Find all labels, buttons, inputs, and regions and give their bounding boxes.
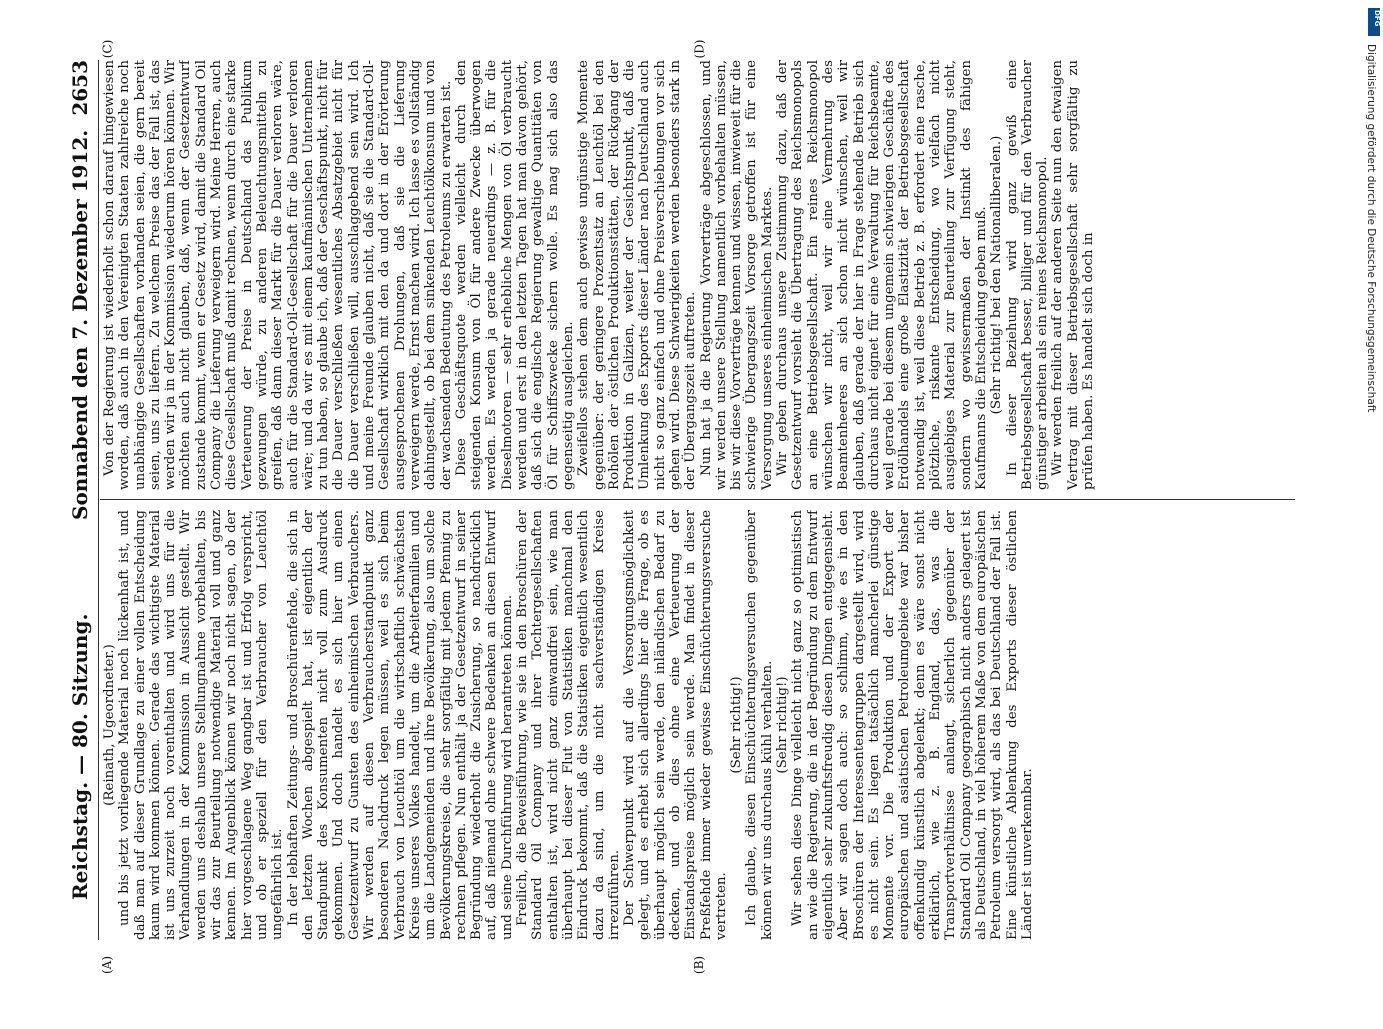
right-column — [102, 60, 1297, 490]
paragraph: Ich glaube, diesen Einschüchterungsversuchen gegenüber können wir uns durchaus kühl verhalten. — [744, 510, 775, 940]
interjection: (Sehr richtig!) — [729, 676, 745, 774]
rotated-page-content — [60, 60, 1360, 940]
funding-sidebar — [1355, 8, 1383, 993]
page-header — [60, 60, 100, 940]
margin-marker-d: (D) — [692, 39, 707, 59]
page-number: 2653 — [68, 60, 92, 116]
paragraph: Diese Geschäftsquote werden vielleicht durch den steigenden Konsum von Öl für andere Zwecke überwogen werden. Es werden ja gerade neuerdings — z. B. für die Dieselmotoren — sehr erhebliche Mengen von Öl verbraucht werden und erst in den letzten Tagen hat man davon gehört, daß sich die englische Regierung gewaltige Quantitäten von Öl für Schiffszwecke sichern wolle. Es mag sich also das gegenseitig ausgleichen. — [453, 60, 576, 490]
paragraph: Von der Regierung ist wiederholt schon darauf hingewiesen worden, daß auch in den Vereinigten Staaten zahlreiche noch unabhängige Gesellschaften vorhanden seien, die gern bereit seien, uns zu liefern. Zu welchem Preise das der Fall ist, das werden wir ja in der Kommission wiederum hören können. Wir möchten auch nicht glauben, daß, wenn der Gesetzentwurf zustande kommt, wenn er Gesetz wird, damit die Standard Oil Company die Lieferung verweigern wird. Meine Herren, auch diese Gesellschaft muß damit rechnen, wenn durch eine starke Verteuerung der Preise in Deutschland das Publikum gezwungen würde, zu anderen Beleuchtungsmitteln zu greifen, daß dann dieser Markt für die Dauer verloren wäre, auch für die Standard-Oil-Gesellschaft für die Dauer verloren wäre; und da wir es mit einem kaufmännischen Unternehmen zu tun haben, so glaube ich, daß der Geschäftspunkt, nicht für die Dauer verschließen wesentliches Absatzgebiet nicht für die Dauer verschließen will, ausschlaggebend sein wird. Ich und meine Freunde glauben nicht, daß sie die Standard-Oil-Gesellschaft wirklich mit den da und dort in der Erörterung ausgesprochenen Drohungen, daß sie die Lieferung verweigern werde, Ernst machen wird. Ich lasse es vollständig dahingestellt, ob bei dem sinkenden Leuchtölkonsum und von der wachsenden Bedeutung des Petroleums zu erwarten ist. — [102, 60, 454, 490]
paragraph: Wir geben durchaus unsere Zustimmung dazu, daß der Gesetzentwurf vorsieht die Übertragung des Reichsmonopols an eine Betriebsgesellschaft. Ein reines Reichsmonopol wünschen wir nicht, weil wir eine Vermehrung des Beamtenheeres an sich schon nicht wünschen, weil wir glauben, daß gerade der hier in Frage stehende Betrieb sich durchaus nicht eignet für eine Verwaltung für Reichsbeamte, weil gerade bei diesem ungemein schwierigen Geschäfte des Erdölhandels eine große Elastizität der Betriebsgesellschaft notwendig ist, weil diese Betrieb z. B. erfordert eine rasche, plötzliche, riskante Entscheidung, wo vielfach nicht ausgiebiges Material zur Beurteilung zur Verfügung steht, sondern wo gewissermaßen der Instinkt des fähigen Kaufmanns die Entscheidung geben muß. — [775, 60, 989, 490]
paragraph: Zweifellos stehen dem auch gewisse ungünstige Momente gegenüber: der geringere Prozentsatz an Leuchtöl bei den Rohölen der östlichen Produktionsstätten, der Rückgang der Produktion in Galizien, weiter der Gesichtspunkt, daß die Umlenkung des Exports dieser Länder nach Deutschland auch nicht so ganz einfach und ohne Preisverschiebungen vor sich gehen wird. Diese Schwierigkeiten werden besonders stark in der Übergangszeit auftreten. — [576, 60, 699, 490]
header-rule — [98, 60, 99, 940]
paragraph: und bis jetzt vorliegende Material noch lückenhaft ist, und daß man auf dieser Grundlage zu einer vollen Entscheidung kaum wird kommen können. Gerade das wichtigste Material ist uns zurzeit noch vorenthalten und wird uns für die Verhandlungen in der Kommission in Aussicht gestellt. Wir werden uns deshalb unsere Stellungnahme vorbehalten, bis wir das zur Beurteilung notwendige Material voll und ganz kennen. Im Augenblick können wir noch nicht sagen, ob der hier vorgeschlagene Weg gangbar ist und Erfolg verspricht, und ob er speziell für den Verbraucher von Leuchtöl ungefährlich ist. — [117, 510, 286, 940]
header-date: Sonnabend den 7. Dezember 1912. — [68, 129, 92, 520]
paragraph: Freilich, die Beweisführung, wie sie in den Broschüren der Standard Oil Company und ihrer Tochtergesellschaften enthalten ist, wird nicht ganz einwandfrei sein, wie man überhaupt bei dieser Flut von Statistiken manchmal den Eindruck bekommt, daß die Statistiken eigentlich wesentlich dazu da sind, um die nicht sachverständigen Kreise irrezuführen. — [515, 510, 622, 940]
speaker-label: (Reinath, Ugeordneter.) — [102, 644, 117, 806]
paragraph: Der Schwerpunkt wird auf die Versorgungsmöglichkeit gelegt, und es erhebt sich allerdings hier die Frage, ob es überhaupt möglich sein werde, den inländischen Bedarf zu decken, und ob dies ohne eine Verteuerung der Einstandspreise möglich sein werde. Man findet in dieser Preßfehde immer wieder gewisse Einschüchterungsversuche vertreten. — [622, 510, 729, 940]
funding-note: Digitalisierung gefördert durch die Deutsche Forschungsgemeinschaft — [1365, 44, 1377, 413]
paragraph: Wir werden freilich auf der anderen Seite nun den etwaigen Vertrag mit dieser Betriebsgesellschaft sehr sorgfältig zu prüfen haben. Es handelt sich doch in — [1050, 60, 1096, 490]
left-column — [102, 510, 1297, 940]
interjection: (Sehr richtig! bei den Nationalliberalen.) — [989, 135, 1005, 415]
paragraph: Wir sehen diese Dinge vielleicht nicht ganz so optimistisch an wie die Regierung, die in der Begründung zu dem Entwurf eigentlich sehr zukunftsfreudig diesen Dingen entgegensieht. Aber wir sagen doch auch: so schlimm, wie es in den Broschüren der Interessentengruppen dargestellt wird, wird es nicht sein. Es liegen tatsächlich mancherlei günstige Momente vor. Die Produktion und der Export der europäischen und asiatischen Petroleumgebiete war bisher offenkundig künstlich abgelenkt; denn es wäre sonst nicht erklärlich, wie z. B. England, das, was die Transportverhältnisse anlangt, sicherlich gegenüber der Standard Oil Company geographisch nicht anders gelagert ist als Deutschland, in viel höherem Maße von dem europäischen Petroleum versorgt wird, als das bei Deutschland der Fall ist. Eine künstliche Ablenkung des Exports dieser östlichen Länder ist unverkennbar. — [790, 510, 1035, 940]
paragraph: In dieser Beziehung wird ganz gewiß eine Betriebsgesellschaft besser, billiger und für den Verbraucher günstiger arbeiten als ein reines Reichsmonopol. — [1004, 60, 1051, 490]
column-rule — [100, 499, 1295, 500]
margin-marker-a: (A) — [100, 955, 115, 975]
paragraph: Nun hat ja die Regierung Vorverträge abgeschlossen, und wir werden unsere Stellung namentlich vorbehalten müssen, bis wir diese Vorverträge kennen und wissen, inwieweit für die schwierige Übergangszeit Vorsorge getroffen ist für eine Versorgung unseres einheimischen Marktes. — [698, 60, 775, 490]
margin-marker-c: (C) — [100, 39, 115, 59]
margin-marker-b: (B) — [692, 955, 707, 975]
dfg-logo: DFG — [1368, 8, 1380, 36]
header-left: Reichstag. — 80. Sitzung. — [68, 613, 92, 900]
interjection: (Sehr richtig!) — [775, 676, 791, 774]
paragraph: In der lebhaften Zeitungs- und Broschürenfehde, die sich in den letzten Wochen abgespielt hat, ist eigentlich der Standpunkt des Konsumenten nicht voll zum Ausdruck gekommen. Und doch handelt es sich hier um einen Gesetzentwurf zu Gunsten des einheimischen Verbrauchers. Wir werden auf diesen Verbraucherstandpunkt ganz besonderen Nachdruck legen müssen, weil es sich beim Verbrauch von Leuchtöl um die wirtschaftlich schwächsten Kreise unseres Volkes handelt, um die Arbeiterfamilien und um die Landgemeinden und ihre Bevölkerung, also um solche Bevölkerungskreise, die sehr sorgfältig mit jedem Pfennig zu rechnen pflegen. Nun enthält ja der Gesetzentwurf in seiner Begründung wiederholt die Zusicherung, so nachdrücklich auf, daß niemand ohne schwere Bedenken an diesen Entwurf und seine Durchführung wird herantreten können. — [285, 510, 515, 940]
